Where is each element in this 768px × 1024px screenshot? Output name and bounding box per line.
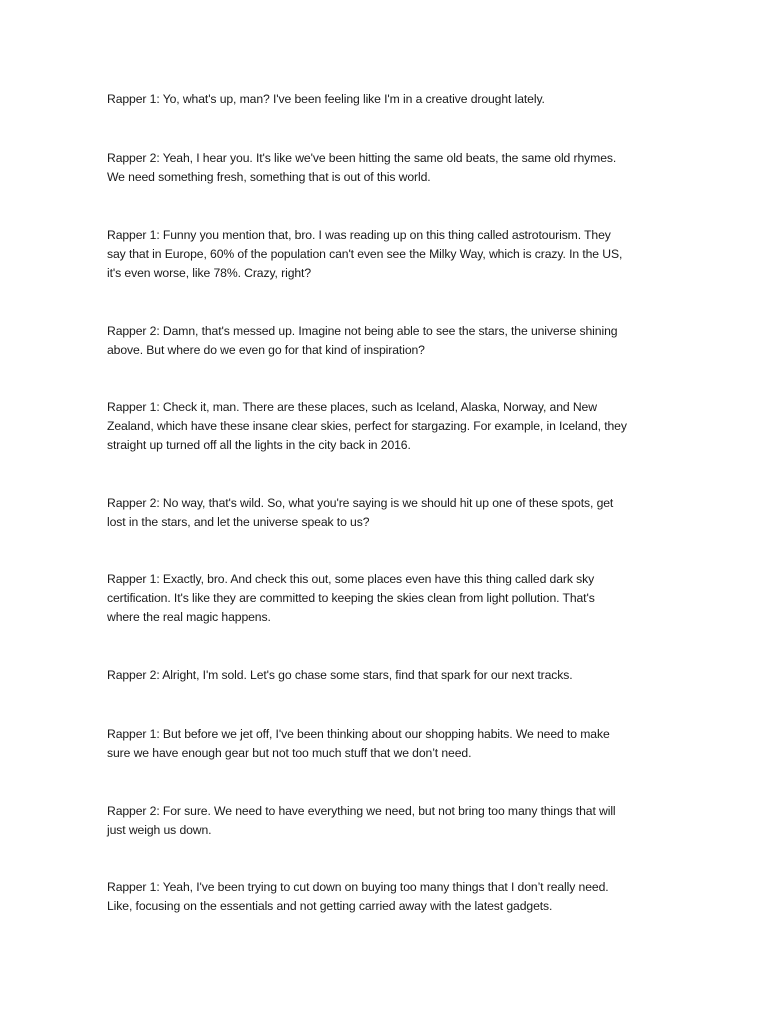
paragraph-line: Rapper 2: No way, that's wild. So, what you're saying is we should hit up one of these spots, get [107,496,614,510]
paragraph-line: Like, focusing on the essentials and not getting carried away with the latest gadgets. [107,899,553,913]
paragraph-line: Rapper 2: Alright, I'm sold. Let's go chase some stars, find that spark for our next tracks. [107,668,573,682]
paragraph-line: Rapper 2: For sure. We need to have everything we need, but not bring too many things that will [107,804,616,818]
paragraph-line: Rapper 2: Yeah, I hear you. It's like we've been hitting the same old beats, the same old rhymes. [107,151,617,165]
paragraph-line: Rapper 2: Damn, that's messed up. Imagine not being able to see the stars, the universe shining [107,324,618,338]
paragraph-line: just weigh us down. [107,823,212,837]
paragraph-line: certification. It's like they are committed to keeping the skies clean from light pollution. That's [107,591,595,605]
paragraph-line: Rapper 1: But before we jet off, I've been thinking about our shopping habits. We need to make [107,727,610,741]
paragraph-line: We need something fresh, something that is out of this world. [107,170,431,184]
paragraph-line: lost in the stars, and let the universe speak to us? [107,515,370,529]
paragraph-line: where the real magic happens. [107,610,271,624]
paragraph-line: sure we have enough gear but not too much stuff that we don’t need. [107,746,472,760]
paragraph-line: straight up turned off all the lights in the city back in 2016. [107,438,411,452]
paragraph-line: Zealand, which have these insane clear skies, perfect for stargazing. For example, in Iceland, they [107,419,627,433]
paragraph-line: Rapper 1: Exactly, bro. And check this out, some places even have this thing called dark sky [107,572,595,586]
paragraph-line: above. But where do we even go for that kind of inspiration? [107,343,425,357]
paragraph-line: Rapper 1: Yeah, I've been trying to cut down on buying too many things that I don’t really need. [107,880,609,894]
paragraph-line: Rapper 1: Yo, what's up, man? I've been feeling like I'm in a creative drought lately. [107,92,545,106]
paragraph-line: Rapper 1: Funny you mention that, bro. I was reading up on this thing called astrotourism. They [107,228,611,242]
paragraph-line: Rapper 1: Check it, man. There are these places, such as Iceland, Alaska, Norway, and New [107,400,597,414]
paragraph-line: say that in Europe, 60% of the population can't even see the Milky Way, which is crazy. In the US, [107,247,623,261]
paragraph-line: it's even worse, like 78%. Crazy, right? [107,266,312,280]
